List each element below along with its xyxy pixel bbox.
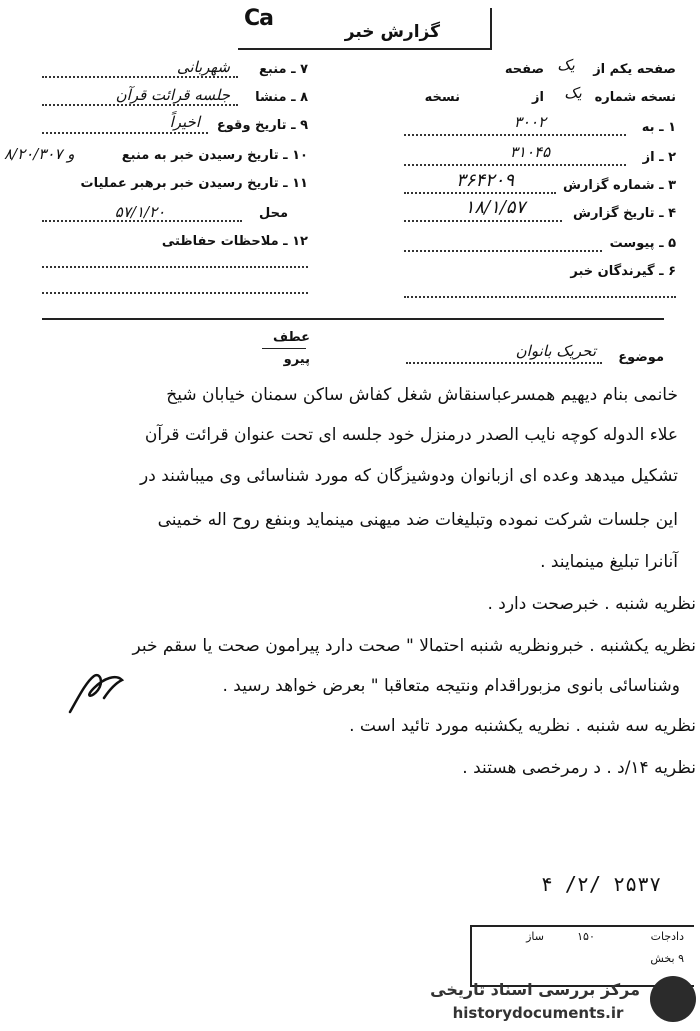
footer-code: ۴ /۲/ ۲۵۳۷ — [540, 872, 662, 896]
field-label-source: ۷ ـ منبع — [259, 62, 308, 77]
field-label-received-ops: ۱۱ ـ تاریخ رسیدن خبر برهبر عملیات — [80, 176, 308, 191]
field-value-origin: جلسه قرائت قرآن — [115, 86, 230, 104]
field-label-recipients: ۶ ـ گیرندگان خبر — [570, 264, 676, 279]
field-label-occurrence-date: ۹ ـ تاریخ وقوع — [216, 118, 308, 133]
field-label-location: محل — [258, 206, 288, 221]
subject-label: موضوع — [618, 350, 664, 365]
subject-value: تحریک بانوان — [515, 342, 596, 360]
field-value-occurrence-date: اخیراً — [169, 113, 200, 131]
reference-peyro: پیرو — [283, 352, 310, 367]
field-label-report-date: ۴ ـ تاریخ گزارش — [573, 206, 676, 221]
note-line: نظریه شنبه . خبرصحت دارد . — [487, 594, 696, 614]
field-label-to: ۱ ـ به — [641, 120, 676, 135]
signature-scribble — [64, 668, 134, 720]
watermark-title: مرکز بررسی اسناد تاریخی — [430, 980, 640, 999]
field-value-received-source: ۸/۲۰/۳۰۷ و — [4, 145, 75, 163]
field-label-page: صفحه یکم از — [593, 62, 676, 77]
note-line: نظریه یکشنبه . خبرونظریه شنبه احتمالا " صحت دارد پیرامون صحت یا سقم خبر — [132, 636, 696, 656]
watermark-url: historydocuments.ir — [452, 1004, 624, 1022]
field-label-report-number: ۳ ـ شماره گزارش — [562, 178, 676, 193]
distribution-row2: ۹ بخش — [650, 952, 684, 965]
reference-atf: عطف — [272, 330, 310, 345]
field-value-copy: یک — [564, 84, 582, 102]
watermark — [410, 972, 700, 1031]
header-scrawl: Ca — [244, 6, 273, 31]
field-value-from: ۳۱۰۴۵ — [509, 143, 551, 161]
distribution-row1-b: ۱۵۰ — [577, 930, 595, 943]
body-line: علاء الدوله کوچه نایب الصدر درمنزل خود جلسه ای تحت عنوان قرائت قرآن — [144, 425, 678, 445]
field-value-location: ۵۷/۱/۲۰ — [114, 203, 166, 221]
note-line: وشناسائی بانوی مزبوراقدام ونتیجه متعاقبا " بعرض خواهد رسید . — [222, 676, 680, 696]
field-suffix-copy-of: از — [532, 90, 544, 105]
field-value-to: ۳۰۰۲ — [513, 113, 547, 131]
body-line: این جلسات شرکت نموده وتبلیغات ضد میهنی مینماید وبنفع روح اله خمینی — [157, 510, 678, 530]
body-line: خانمی بنام دیهیم همسرعباسنقاش شغل کفاش ساکن سمنان خیابان شیخ — [166, 385, 678, 405]
body-line: آنانرا تبلیغ مینمایند . — [540, 552, 678, 572]
field-value-report-number: ۳۶۴۲۰۹ — [455, 170, 514, 191]
field-value-page: یک — [557, 56, 575, 74]
note-line: نظریه سه شنبه . نظریه یکشنبه مورد تائید است . — [349, 716, 696, 736]
field-label-copy: نسخه شماره — [594, 90, 676, 105]
distribution-row1-a: دادجات — [650, 930, 684, 943]
field-label-from: ۲ ـ از — [642, 150, 676, 165]
archive-logo-icon — [650, 976, 696, 1022]
field-suffix-copy: نسخه — [424, 90, 460, 105]
field-label-attachment: ۵ ـ پیوست — [609, 236, 676, 251]
field-label-received-source: ۱۰ ـ تاریخ رسیدن خبر به منبع — [121, 148, 308, 163]
distribution-row1-c: ساز — [526, 930, 544, 943]
body-line: تشکیل میدهد وعده ای ازبانوان ودوشیزگان که مورد شناسائی وی میباشند در — [140, 466, 678, 486]
header-separator — [42, 318, 664, 320]
field-label-origin: ۸ ـ منشا — [255, 90, 308, 105]
field-value-source: شهربانی — [176, 58, 230, 76]
document-title: گزارش خبر — [344, 22, 440, 42]
note-line: نظریه ۱۴/د . د رمرخصی هستند . — [462, 758, 696, 778]
field-value-report-date: ۱۸/۱/۵۷ — [464, 197, 526, 218]
field-label-security-notes: ۱۲ ـ ملاحظات حفاظتی — [161, 234, 308, 249]
field-suffix-page: صفحه — [504, 62, 544, 77]
